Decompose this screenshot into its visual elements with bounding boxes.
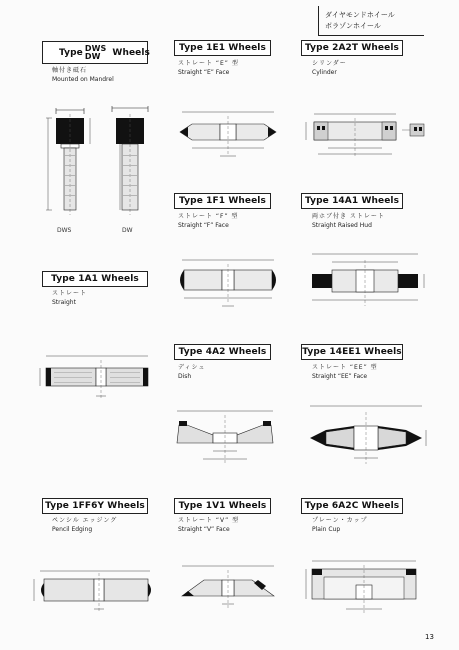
- title-type-1a1: Type 1A1 Wheels: [42, 271, 148, 287]
- header-line-1: ダイヤモンドホイール: [325, 11, 395, 19]
- title-type-1ff6y: Type 1FF6Y Wheels: [42, 498, 148, 514]
- subtitle-en: Mounted on Mandrel: [52, 76, 114, 83]
- subtitle-jp: ディシュ: [178, 364, 206, 371]
- subtitle-dws: [52, 66, 114, 84]
- title-type-1v1: Type 1V1 Wheels: [174, 498, 271, 514]
- subtitle-jp: ストレート “EE” 型: [312, 364, 378, 371]
- title-type-1e1: Type 1E1 Wheels: [174, 40, 271, 56]
- drawing-type-6a2c: [298, 555, 438, 625]
- drawing-type-4a2: [163, 405, 288, 470]
- subtitle-1e1: [178, 59, 239, 77]
- subtitle-14a1: [312, 212, 385, 230]
- drawing-type-1a1: [36, 350, 161, 410]
- subtitle-en: Straight “V” Face: [178, 526, 230, 533]
- subtitle-en: Straight: [52, 299, 76, 306]
- drawing-type-2a2t: [298, 108, 438, 168]
- header-line-2: ボラゾンホイール: [325, 22, 381, 30]
- subtitle-jp: ストレート: [52, 290, 88, 297]
- title-type-6a2c: Type 6A2C Wheels: [301, 498, 403, 514]
- drawing-type-1e1: [170, 108, 285, 168]
- label-dws: DWS: [57, 227, 72, 234]
- subtitle-1ff6y: [52, 516, 117, 534]
- subtitle-1a1: [52, 289, 87, 307]
- subtitle-jp: ストレート “E” 型: [178, 60, 239, 67]
- subtitle-en: Straight Raised Hud: [312, 222, 372, 229]
- type-code-bottom: DW: [84, 51, 101, 61]
- drawing-type-1ff6y: [30, 565, 160, 620]
- drawing-type-1v1: [170, 560, 285, 620]
- title-type-1f1: Type 1F1 Wheels: [174, 193, 271, 209]
- type-code-top: DWS: [84, 43, 107, 53]
- title-type-2a2t: Type 2A2T Wheels: [301, 40, 403, 56]
- subtitle-en: Pencil Edging: [52, 526, 93, 533]
- subtitle-jp: 両ホブ付き ストレート: [312, 213, 385, 220]
- subtitle-en: Plain Cup: [312, 526, 341, 533]
- subtitle-2a2t: [312, 59, 347, 77]
- subtitle-1v1: [178, 516, 239, 534]
- subtitle-jp: ペンシル エッジング: [52, 517, 118, 524]
- type-prefix: Type: [59, 47, 83, 58]
- subtitle-en: Straight “E” Face: [178, 69, 230, 76]
- title-type-dws-dw: [42, 41, 151, 64]
- subtitle-14ee1: [312, 363, 378, 381]
- drawing-type-1f1: [170, 256, 285, 316]
- wheels-word: Wheels: [112, 47, 151, 58]
- subtitle-1f1: [178, 212, 238, 230]
- subtitle-jp: ストレート “F” 型: [178, 213, 239, 220]
- page-header: [318, 6, 424, 36]
- subtitle-jp: 軸付き砥石: [52, 67, 88, 74]
- drawing-type-14ee1: [298, 400, 438, 470]
- subtitle-6a2c: [312, 516, 368, 534]
- title-type-14a1: Type 14A1 Wheels: [301, 193, 403, 209]
- subtitle-en: Straight “EE” Face: [312, 373, 368, 380]
- subtitle-jp: シリンダー: [312, 60, 347, 67]
- page-number: 13: [425, 633, 434, 641]
- subtitle-jp: プレーン・カップ: [312, 517, 368, 524]
- label-dw: DW: [122, 227, 133, 234]
- subtitle-jp: ストレート “V” 型: [178, 517, 240, 524]
- subtitle-en: Dish: [178, 373, 192, 380]
- title-type-14ee1: Type 14EE1 Wheels: [301, 344, 403, 360]
- drawing-type-14a1: [298, 248, 438, 318]
- subtitle-en: Cylinder: [312, 69, 337, 76]
- title-type-4a2: Type 4A2 Wheels: [174, 344, 271, 360]
- drawing-dws-dw: [36, 100, 156, 225]
- subtitle-4a2: [178, 363, 205, 381]
- subtitle-en: Straight “F” Face: [178, 222, 229, 229]
